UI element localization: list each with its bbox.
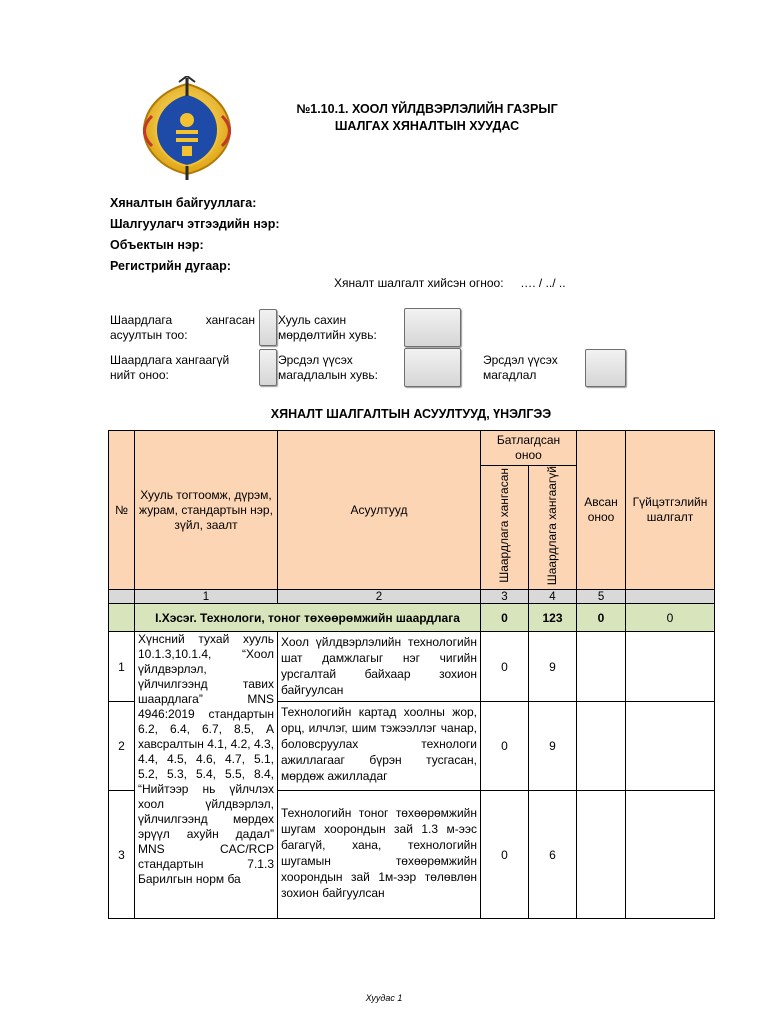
registration-number-label: Регистрийн дугаар: <box>110 259 231 273</box>
part-taken: 0 <box>577 604 626 632</box>
taken-value[interactable] <box>577 702 626 791</box>
header-unmet <box>529 466 577 590</box>
part-blank <box>109 604 135 632</box>
risk-probability-percent-label: Эрсдэл үүсэх магадлалын хувь: <box>278 353 378 382</box>
row-number: 1 <box>109 632 135 702</box>
section-heading: ХЯНАЛТ ШАЛГАЛТЫН АСУУЛТУУД, ҮНЭЛГЭЭ <box>270 407 552 421</box>
colnum-5: 5 <box>577 590 626 604</box>
risk-probability-percent-box <box>404 348 461 387</box>
question-text: Хоол үйлдвэрлэлийн технологийн шат дамжлагыг нэг чигийн урсгалтай байхаар зохион байгуулсан <box>278 632 481 702</box>
title-line-1: №1.10.1. ХООЛ ҮЙЛДВЭРЛЭЛИЙН ГАЗРЫГ <box>296 102 558 116</box>
page-footer: Хуудас 1 <box>365 993 403 1003</box>
taken-value[interactable] <box>577 791 626 919</box>
inspection-agency-label: Хяналтын байгууллага: <box>110 196 257 210</box>
title-line-2: ШАЛГАХ ХЯНАЛТЫН ХУУДАС <box>334 119 520 133</box>
header-unmet-text: Шаардлага хангаагүй <box>545 466 559 586</box>
header-no: № <box>109 431 135 590</box>
performance-value[interactable] <box>626 702 715 791</box>
row-number: 2 <box>109 702 135 791</box>
performance-value[interactable] <box>626 791 715 919</box>
unmet-value: 6 <box>529 791 577 919</box>
unmet-value: 9 <box>529 702 577 791</box>
checklist-table <box>108 430 715 919</box>
met-value: 0 <box>481 791 529 919</box>
part-unmet: 123 <box>529 604 577 632</box>
row-number: 3 <box>109 791 135 919</box>
colnum-2: 2 <box>278 590 481 604</box>
header-met-text: Шаардлага хангасан <box>497 468 511 584</box>
colnum-1: 1 <box>135 590 278 604</box>
question-text: Технологийн тоног төхөөрөмжийн шугам хоорондын зай 1.3 м-ээс багагүй, хана, технологийн шугамын төхөөрөмжийн хоорондын зай 1м-ээр төлөвлөн зохион байгуулсан <box>278 791 481 919</box>
part-row <box>109 604 715 632</box>
inspected-entity-label: Шалгуулагч этгээдийн нэр: <box>110 217 280 231</box>
colnum-4: 4 <box>529 590 577 604</box>
colnum-blank <box>109 590 135 604</box>
inspection-date-value: …. / ../ .. <box>520 276 566 290</box>
header-verified-score: Батлагдсан оноо <box>481 431 577 466</box>
header-law: Хууль тогтоомж, дүрэм, журам, стандартын нэр, зүйл, заалт <box>135 431 278 590</box>
part-title: I.Хэсэг. Технологи, тоног төхөөрөмжийн шаардлага <box>135 604 481 632</box>
met-value: 0 <box>481 702 529 791</box>
risk-probability-label: Эрсдэл үүсэх магадлал <box>483 353 558 382</box>
met-value: 0 <box>481 632 529 702</box>
met-questions-label: Шаардлага хангасан асуултын тоо: <box>110 313 255 342</box>
object-name-label: Объектын нэр: <box>110 238 204 252</box>
law-reference-text: Хүнсний тухай хууль 10.1.3,10.1.4, “Хоол үйлдвэрлэл, үйлчилгээнд тавих шаардлага” MNS 4946:2019 стандартын 6.2, 6.4, 6.7, 8.5, А хавсралтын 4.1, 4.2, 4.3, 4.4, 4.5, 4.6, 4.7, 5.1, 5.2, 5.3, 5.4, 5.5, 8.4, “Нийтээр нь үйлчлэх хоол үйлдвэрлэл, үйлчилгээнд мөрдөх эрүүл ахуйн дадал” MNS CAC/RCP стандартын 7.1.3 Барилгын норм ба <box>138 632 274 887</box>
header-performance: Гүйцэтгэлийн шалгалт <box>626 431 715 590</box>
unmet-score-box <box>259 349 277 386</box>
colnum-6 <box>626 590 715 604</box>
compliance-percent-label: Хууль сахин мөрдөлтийн хувь: <box>278 313 377 342</box>
unmet-value: 9 <box>529 632 577 702</box>
page-title <box>262 101 592 135</box>
taken-value[interactable] <box>577 632 626 702</box>
part-met: 0 <box>481 604 529 632</box>
risk-probability-box <box>585 349 626 387</box>
performance-value[interactable] <box>626 632 715 702</box>
law-reference <box>135 632 278 919</box>
inspection-date-label: Хяналт шалгалт хийсэн огноо: <box>334 276 504 290</box>
header-taken-score: Авсан оноо <box>577 431 626 590</box>
compliance-percent-box <box>404 308 461 347</box>
national-emblem-logo <box>132 76 242 180</box>
header-met <box>481 466 529 590</box>
table-row <box>109 632 715 702</box>
part-performance: 0 <box>626 604 715 632</box>
unmet-score-label: Шаардлага хангаагүй нийт оноо: <box>110 353 230 382</box>
met-questions-box <box>259 309 277 346</box>
colnum-3: 3 <box>481 590 529 604</box>
inspection-date <box>334 276 566 290</box>
header-questions: Асуултууд <box>278 431 481 590</box>
question-text: Технологийн картад хоолны жор, орц, илчлэг, шим тэжээллэг чанар, боловсруулах технологи ажиллагааг бүрэн тусгасан, мөрдөж ажилладаг <box>278 702 481 791</box>
